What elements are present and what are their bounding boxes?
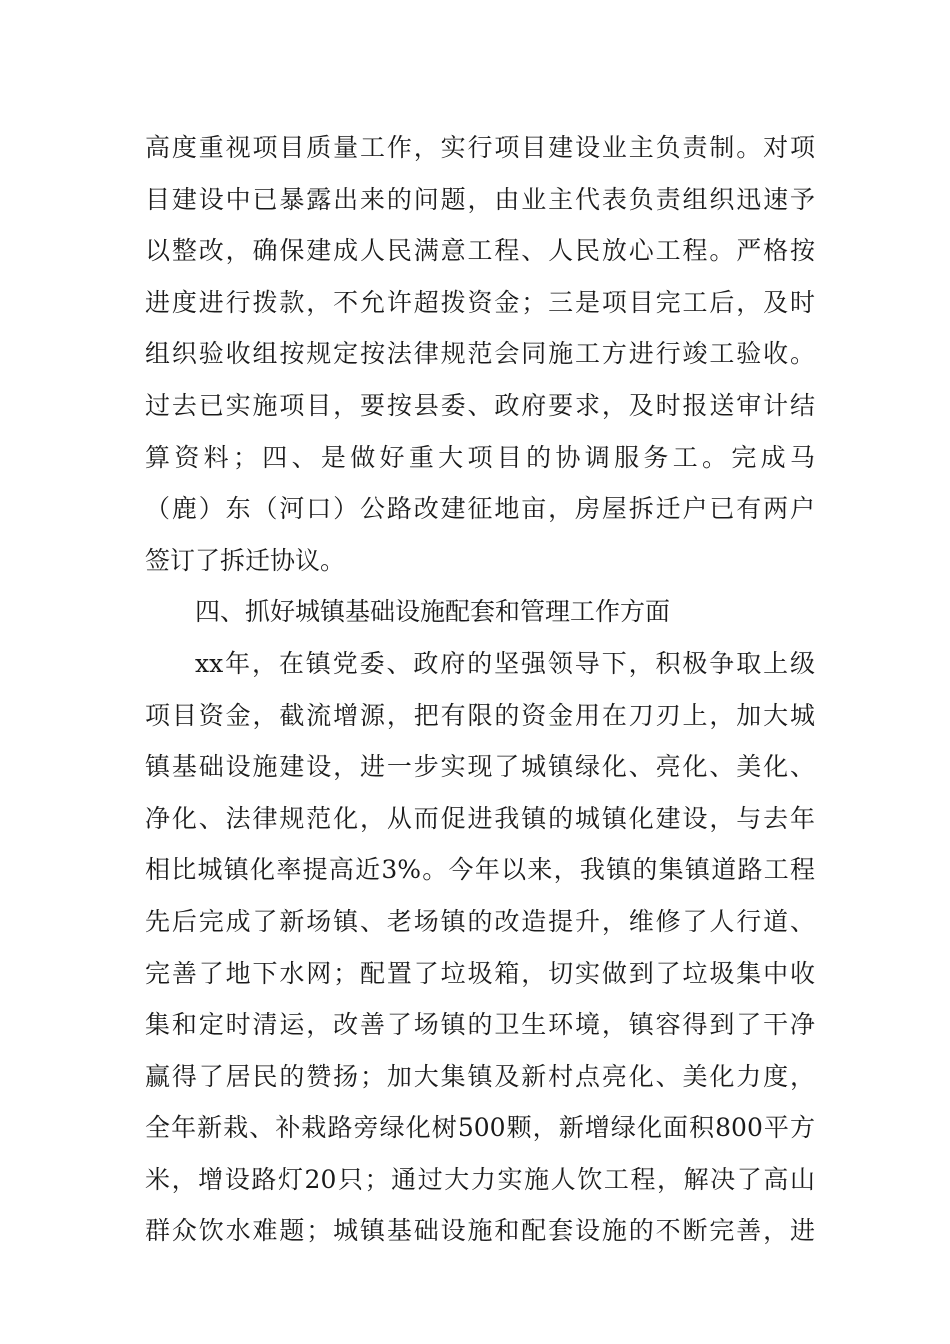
text-line: 镇基础设施建设，进一步实现了城镇绿化、亮化、美化、 [145, 752, 815, 782]
text-line: 项目资金，截流增源，把有限的资金用在刀刃上，加大城 [145, 700, 815, 730]
text-line: 高度重视项目质量工作，实行项目建设业主负责制。对项 [145, 133, 815, 162]
document-body [145, 122, 815, 1257]
text-line: 签订了拆迁协议。 [145, 545, 346, 575]
text-line: 进度进行拨款，不允许超拨资金；三是项目完工后，及时 [145, 287, 815, 317]
text-line: （鹿）东（河口）公路改建征地亩，房屋拆迁户已有两户 [145, 494, 815, 524]
text-line: 相比城镇化率提高近3%。今年以来，我镇的集镇道路工程 [145, 855, 815, 885]
text-line: 过去已实施项目，要按县委、政府要求，及时报送审计结 [145, 390, 815, 420]
text-line: 完善了地下水网；配置了垃圾箱，切实做到了垃圾集中收 [145, 958, 815, 988]
text-line: 目建设中已暴露出来的问题，由业主代表负责组织迅速予 [145, 184, 815, 214]
text-line: 米，增设路灯20只；通过大力实施人饮工程，解决了高山 [145, 1164, 815, 1194]
text-line: 先后完成了新场镇、老场镇的改造提升，维修了人行道、 [145, 906, 815, 936]
section-heading: 四、抓好城镇基础设施配套和管理工作方面 [195, 597, 671, 627]
text-line: 集和定时清运，改善了场镇的卫生环境，镇容得到了干净 [145, 1010, 815, 1040]
text-line: 全年新栽、补栽路旁绿化树500颗，新增绿化面积800平方 [145, 1113, 815, 1143]
text-line: 群众饮水难题；城镇基础设施和配套设施的不断完善，进 [145, 1216, 815, 1246]
text-line: 以整改，确保建成人民满意工程、人民放心工程。严格按 [145, 236, 815, 266]
text-line: xx年，在镇党委、政府的坚强领导下，积极争取上级 [195, 648, 815, 678]
text-line: 净化、法律规范化，从而促进我镇的城镇化建设，与去年 [145, 803, 815, 833]
text-line: 算资料；四、是做好重大项目的协调服务工。完成马 [145, 442, 815, 472]
text-line: 组织验收组按规定按法律规范会同施工方进行竣工验收。 [145, 339, 815, 369]
text-line: 赢得了居民的赞扬；加大集镇及新村点亮化、美化力度， [145, 1061, 815, 1091]
